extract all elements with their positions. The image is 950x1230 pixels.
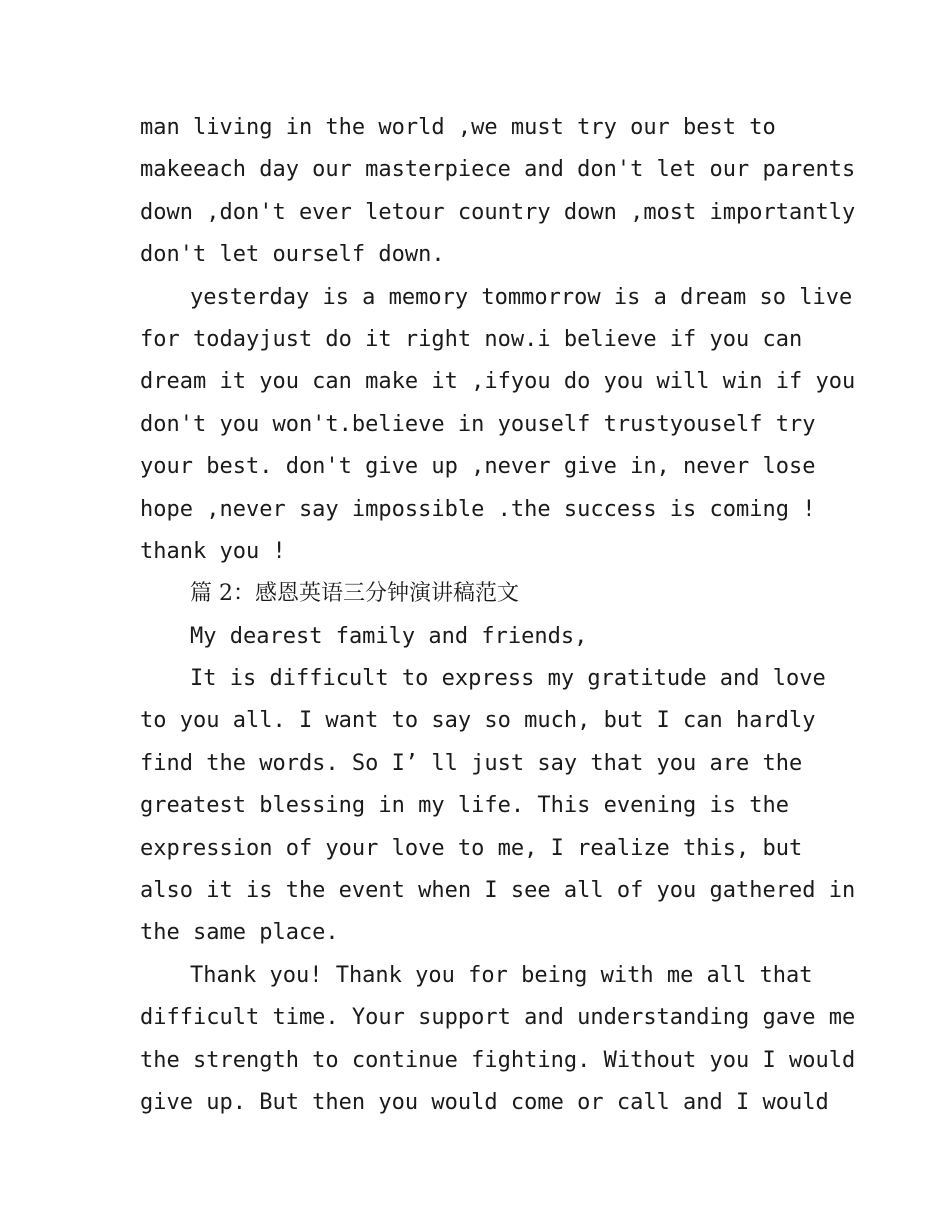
salutation-line: My dearest family and friends, [190, 623, 588, 649]
document-body [140, 107, 856, 1124]
text-line: to you all. I want to say so much, but I can hardly [140, 708, 816, 734]
text-line: dream it you can make it ,ifyou do you will win if you [140, 369, 856, 395]
text-line: hope ,never say impossible .the success is coming ! [140, 496, 816, 522]
text-line: the same place. [140, 920, 339, 946]
text-line: also it is the event when I see all of you gathered in [140, 878, 856, 904]
text-line: your best. don't give up ,never give in, never lose [140, 454, 816, 480]
text-line: for todayjust do it right now.i believe if you can [140, 326, 803, 352]
paragraph-start-line: It is difficult to express my gratitude and love [190, 666, 826, 692]
text-line: difficult time. Your support and understanding gave me [140, 1005, 856, 1031]
text-line: give up. But then you would come or call and I would [140, 1089, 829, 1115]
paragraph-start-line: Thank you! Thank you for being with me all that [190, 962, 813, 988]
section-heading: 篇 2：感恩英语三分钟演讲稿范文 [190, 581, 519, 607]
text-line: makeeach day our masterpiece and don't let our parents [140, 157, 856, 183]
text-line: thank you ! [140, 538, 286, 564]
text-line: greatest blessing in my life. This evening is the [140, 793, 790, 819]
text-line: expression of your love to me, I realize this, but [140, 835, 803, 861]
text-line: man living in the world ,we must try our best to [140, 115, 776, 140]
paragraph-start-line: yesterday is a memory tommorrow is a dream so live [190, 284, 853, 310]
text-line: the strength to continue fighting. Without you I would [140, 1047, 856, 1073]
text-line: don't you won't.believe in youself trustyouself try [140, 411, 816, 437]
text-line: find the words. So I’ ll just say that you are the [140, 750, 803, 776]
text-line: down ,don't ever letour country down ,most importantly [140, 199, 856, 225]
text-line: don't let ourself down. [140, 242, 445, 268]
